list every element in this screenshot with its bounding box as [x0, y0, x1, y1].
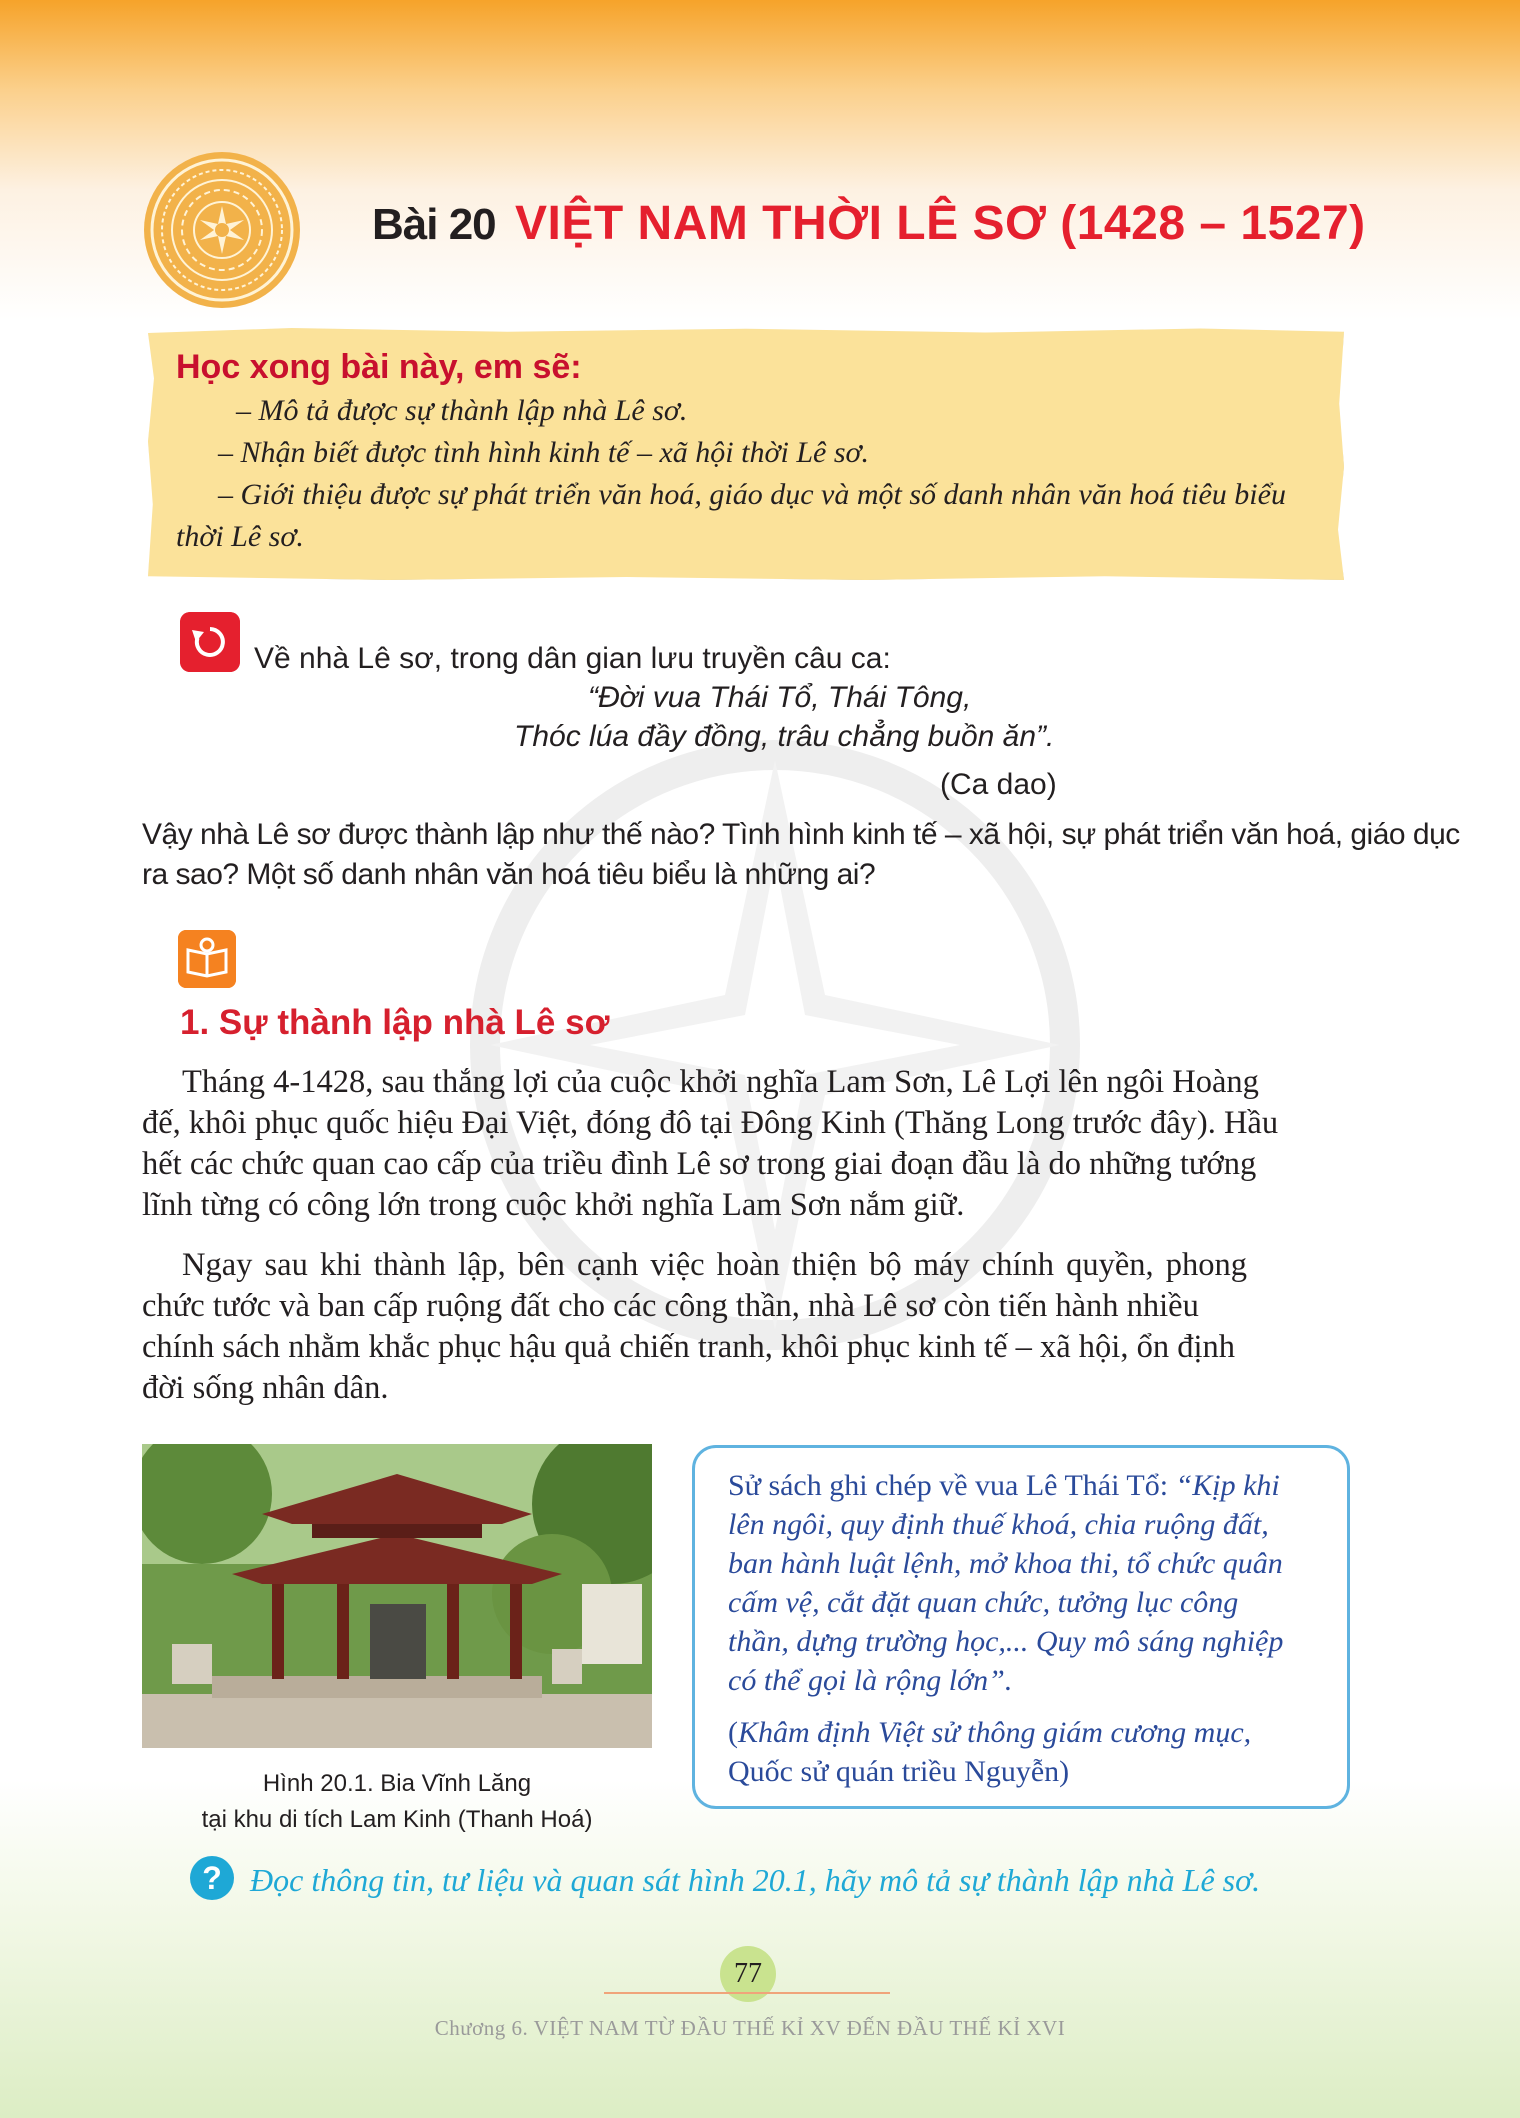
intro-question: ra sao? Một số danh nhân văn hoá tiêu biểu là những ai? [142, 858, 876, 891]
intro-question: Vậy nhà Lê sơ được thành lập như thế nào? Tình hình kinh tế – xã hội, sự phát triển văn hoá, giáo dục [142, 818, 1460, 851]
quote-source-title: Khâm định Việt sử thông giám cương mục, [738, 1716, 1252, 1749]
book-lightbulb-icon [178, 930, 236, 988]
paragraph-line: lĩnh từng có công lớn trong cuộc khởi nghĩa Lam Sơn nắm giữ. [142, 1187, 965, 1223]
paragraph-line: hết các chức quan cao cấp của triều đình Lê sơ trong giai đoạn đầu là do những tướng [142, 1146, 1257, 1182]
paragraph-line: Tháng 4-1428, sau thắng lợi của cuộc khởi nghĩa Lam Sơn, Lê Lợi lên ngôi Hoàng [182, 1064, 1259, 1100]
section-heading: 1. Sự thành lập nhà Lê sơ [180, 1003, 610, 1042]
lesson-title: VIỆT NAM THỜI LÊ SƠ (1428 – 1527) [515, 197, 1366, 250]
paragraph-line: chính sách nhằm khắc phục hậu quả chiến tranh, khôi phục kinh tế – xã hội, ổn định [142, 1329, 1235, 1365]
paragraph-line: đế, khôi phục quốc hiệu Đại Việt, đóng đô tại Đông Kinh (Thăng Long trước đây). Hầu [142, 1105, 1279, 1141]
lesson-number: Bài 20 [372, 200, 496, 249]
vinh-lang-stele-photo [142, 1444, 652, 1748]
quote-lead: Sử sách ghi chép về vua Lê Thái Tổ: [728, 1469, 1176, 1502]
quote-line [728, 1469, 1280, 1503]
quote-source: Quốc sử quán triều Nguyễn) [728, 1755, 1070, 1788]
quote-line: có thể gọi là rộng lớn”. [728, 1664, 1013, 1697]
question-text: Đọc thông tin, tư liệu và quan sát hình 20.1, hãy mô tả sự thành lập nhà Lê sơ. [250, 1862, 1261, 1898]
figure-caption: Hình 20.1. Bia Vĩnh Lăng [262, 1770, 532, 1797]
paragraph-line: đời sống nhân dân. [142, 1370, 389, 1406]
objective-item: – Giới thiệu được sự phát triển văn hoá, giáo dục và một số danh nhân văn hoá tiêu biểu [218, 478, 1286, 511]
paragraph-line: Ngay sau khi thành lập, bên cạnh việc hoàn thiện bộ máy chính quyền, phong [182, 1247, 1248, 1283]
paragraph-1 [142, 1062, 1352, 1226]
paragraph-2 [142, 1245, 1352, 1409]
objective-item: thời Lê sơ. [176, 520, 304, 553]
poem-line: Thóc lúa đầy đồng, trâu chẳng buồn ăn”. [514, 720, 1055, 753]
footer-divider [604, 1992, 890, 1994]
objective-item: – Nhận biết được tình hình kinh tế – xã hội thời Lê sơ. [218, 436, 870, 469]
quote-line: ban hành luật lệnh, mở khoa thi, tổ chức quân [728, 1547, 1283, 1580]
question-mark-icon: ? [190, 1856, 234, 1900]
quote-source-paren: ( [728, 1716, 738, 1749]
paragraph-line: chức tước và ban cấp ruộng đất cho các công thần, nhà Lê sơ còn tiến hành nhiều [142, 1288, 1199, 1324]
poem-line: “Đời vua Thái Tổ, Thái Tông, [588, 681, 972, 714]
refresh-arrow-icon [180, 612, 240, 672]
objective-item: – Mô tả được sự thành lập nhà Lê sơ. [236, 394, 688, 427]
quote-line: cấm vệ, cắt đặt quan chức, tưởng lục công [728, 1586, 1239, 1619]
chapter-footer: Chương 6. VIỆT NAM TỪ ĐẦU THẾ KỈ XV ĐẾN ĐẦU THẾ KỈ XVI [434, 2016, 1066, 2040]
poem-source: (Ca dao) [940, 768, 1057, 801]
figure-caption: tại khu di tích Lam Kinh (Thanh Hoá) [201, 1806, 593, 1833]
bronze-drum-icon [142, 150, 302, 310]
intro-lead: Về nhà Lê sơ, trong dân gian lưu truyền câu ca: [254, 642, 891, 675]
quote-text: “Kịp khi [1175, 1469, 1280, 1502]
objectives-heading: Học xong bài này, em sẽ: [176, 348, 582, 386]
quote-source [728, 1716, 1251, 1750]
page-number: 77 [720, 1946, 776, 2002]
quote-line: lên ngôi, quy định thuế khoá, chia ruộng đất, [728, 1508, 1269, 1541]
quote-line: thần, dựng trường học,... Quy mô sáng nghiệp [728, 1625, 1284, 1658]
